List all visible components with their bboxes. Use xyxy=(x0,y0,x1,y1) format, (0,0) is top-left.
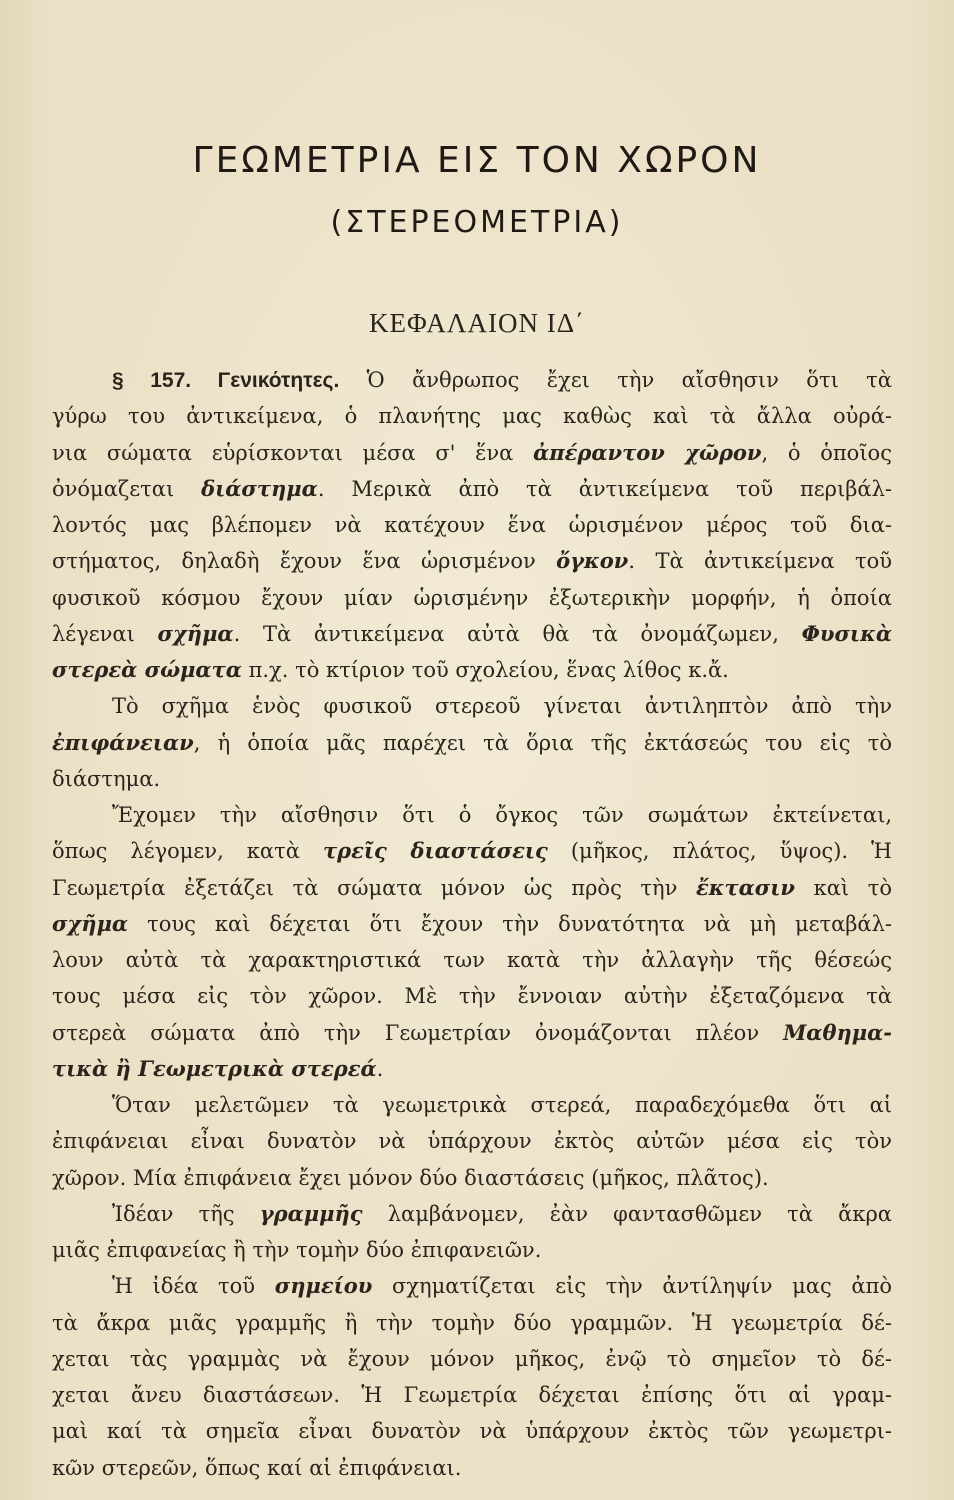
text-line xyxy=(52,1450,892,1486)
text-line xyxy=(52,1377,892,1413)
text-line xyxy=(52,580,892,616)
text-line xyxy=(52,1232,892,1268)
text-segment: Ὁ ἄνθρωπος ἔχει τὴν αἴσθησιν ὅτι τὰ xyxy=(339,368,892,392)
page-title: ΓΕΩΜΕΤΡΙΑ ΕΙΣ ΤΟΝ ΧΩΡΟΝ xyxy=(192,140,762,181)
text-segment: π.χ. τὸ κτίριον τοῦ σχολείου, ἕνας λίθος κ.ἄ. xyxy=(241,658,729,682)
text-segment: Ὅταν μελετῶμεν τὰ γεωμετρικὰ στερεά, παραδεχόμεθα ὅτι αἱ xyxy=(112,1093,892,1117)
text-segment: , ὁ ὁποῖος xyxy=(761,440,892,465)
text-line xyxy=(52,1268,892,1304)
text-line xyxy=(52,1123,892,1159)
emphasized-term: ἀπέραντον χῶρον xyxy=(533,439,762,465)
text-line xyxy=(52,761,892,797)
text-segment: μιᾶς ἐπιφανείας ἢ τὴν τομὴν δύο ἐπιφανειῶν. xyxy=(52,1238,542,1262)
text-line xyxy=(52,1015,892,1051)
text-segment: καὶ τὸ xyxy=(795,875,892,900)
text-line xyxy=(52,942,892,978)
text-segment: μαὶ καί τὰ σημεῖα εἶναι δυνατὸν νὰ ὑπάρχουν ἐκτὸς τῶν γεωμετρι- xyxy=(52,1419,892,1444)
text-segment: χεται τὰς γραμμὰς νὰ ἔχουν μόνον μῆκος, ἐνῷ τὸ σημεῖον τὸ δέ- xyxy=(52,1346,892,1371)
text-line xyxy=(52,652,892,688)
text-segment: φυσικοῦ κόσμου ἔχουν μίαν ὡρισμένην ἐξωτερικὴν μορφήν, ἡ ὁποία xyxy=(52,585,892,610)
text-line xyxy=(52,362,892,398)
text-segment: χῶρον. Μία ἐπιφάνεια ἔχει μόνον δύο διαστάσεις (μῆκος, πλᾶτος). xyxy=(52,1165,769,1190)
emphasized-term: ἔκτασιν xyxy=(695,874,795,900)
emphasized-term: στερεὰ σώματα xyxy=(52,657,242,682)
text-line xyxy=(52,1051,892,1087)
text-line xyxy=(52,1341,892,1377)
text-segment: λέγεναι xyxy=(52,621,158,646)
text-segment: . xyxy=(376,1056,384,1081)
text-line xyxy=(52,435,892,471)
text-segment: νια σώματα εὑρίσκονται μέσα σ' ἕνα xyxy=(52,440,534,465)
emphasized-term: τικὰ ἢ Γεωμετρικὰ στερεά xyxy=(52,1055,377,1081)
text-line xyxy=(52,906,892,942)
text-segment: . Τὰ ἀντικείμενα τοῦ xyxy=(628,549,892,574)
text-segment: Γεωμετρία ἐξετάζει τὰ σώματα μόνον ὡς πρὸς τὴν xyxy=(52,875,696,900)
text-segment: ἐπιφάνειαι εἶναι δυνατὸν νὰ ὑπάρχουν ἐκτὸς αὐτῶν μέσα εἰς τὸν xyxy=(52,1129,892,1154)
text-line xyxy=(52,870,892,906)
text-segment: . Τὰ ἀντικείμενα αὐτὰ θὰ τὰ ὀνομάζωμεν, xyxy=(233,621,802,646)
text-segment: , ἡ ὁποία μᾶς παρέχει τὰ ὅρια τῆς ἐκτάσεώς του εἰς τὸ xyxy=(193,730,892,755)
emphasized-term: Μαθημα- xyxy=(783,1019,892,1045)
text-segment: . Μερικὰ ἀπὸ τὰ ἀντικείμενα τοῦ περιβάλ- xyxy=(317,476,892,501)
text-line xyxy=(52,978,892,1014)
text-segment: κῶν στερεῶν, ὅπως καί αἱ ἐπιφάνειαι. xyxy=(52,1455,462,1480)
text-segment: χεται ἄνευ διαστάσεων. Ἡ Γεωμετρία δέχεται ἐπίσης ὅτι αἱ γραμ- xyxy=(52,1383,892,1407)
text-line xyxy=(52,1160,892,1196)
emphasized-term: γραμμῆς xyxy=(259,1200,363,1226)
emphasized-term: ὄγκον xyxy=(556,548,629,574)
text-line xyxy=(52,797,892,833)
emphasized-term: τρεῖς διαστάσεις xyxy=(322,838,548,864)
text-line xyxy=(52,1087,892,1123)
text-segment: λαμβάνομεν, ἐὰν φαντασθῶμεν τὰ ἄκρα xyxy=(362,1201,892,1226)
text-segment: ὅπως λέγομεν, κατὰ xyxy=(52,839,323,864)
text-segment: λουν αὐτὰ τὰ χαρακτηριστικά των κατὰ τὴν ἀλλαγὴν τῆς θέσεώς xyxy=(52,948,892,972)
emphasized-term: σημείου xyxy=(274,1273,373,1299)
text-segment: στερεὰ σώματα ἀπὸ τὴν Γεωμετρίαν ὀνομάζονται πλέον xyxy=(52,1020,784,1045)
section-label: § 157. xyxy=(112,369,218,392)
text-segment: τους καὶ δέχεται ὅτι ἔχουν τὴν δυνατότητα νὰ μὴ μεταβάλ- xyxy=(128,911,892,936)
text-segment: Ἰδέαν τῆς xyxy=(112,1201,260,1226)
emphasized-term: διάστημα xyxy=(201,475,318,501)
chapter-heading: ΚΕΦΑΛΑΙΟΝ ΙΔ΄ xyxy=(368,308,586,338)
emphasized-term: Φυσικὰ xyxy=(801,620,892,646)
page-subtitle: (ΣΤΕΡΕΟΜΕΤΡΙΑ) xyxy=(330,205,624,240)
body-text xyxy=(52,362,892,1486)
text-line xyxy=(52,543,892,579)
text-line xyxy=(52,471,892,507)
emphasized-term: σχῆμα xyxy=(52,910,129,936)
text-line xyxy=(52,1413,892,1449)
text-segment: στήματος, δηλαδὴ ἔχουν ἕνα ὡρισμένον xyxy=(52,549,557,574)
text-segment: Ἔχομεν τὴν αἴσθησιν ὅτι ὁ ὄγκος τῶν σωμάτων ἐκτείνεται, xyxy=(112,803,892,827)
emphasized-term: σχῆμα xyxy=(157,620,234,646)
emphasized-term: ἐπιφάνειαν xyxy=(52,729,194,755)
text-line xyxy=(52,688,892,724)
text-line xyxy=(52,1305,892,1341)
text-segment: ὀνόμαζεται xyxy=(52,476,202,501)
text-line xyxy=(52,725,892,761)
text-segment: Ἡ ἰδέα τοῦ xyxy=(112,1274,275,1299)
text-line xyxy=(52,507,892,543)
text-segment: (μῆκος, πλάτος, ὕψος). Ἡ xyxy=(547,839,893,864)
text-segment: σχηματίζεται εἰς τὴν ἀντίληψίν μας ἀπὸ xyxy=(372,1274,893,1299)
text-segment: διάστημα. xyxy=(52,766,161,791)
text-line xyxy=(52,398,892,434)
text-line xyxy=(52,1196,892,1232)
text-segment: λοντός μας βλέπομεν νὰ κατέχουν ἕνα ὡρισμένον μέρος τοῦ δια- xyxy=(52,513,892,537)
text-segment: γύρω του ἀντικείμενα, ὁ πλανήτης μας καθὼς καὶ τὰ ἄλλα οὐρά- xyxy=(52,404,892,429)
text-line xyxy=(52,616,892,652)
section-label: Γενικότητες. xyxy=(217,369,340,392)
text-segment: τὰ ἄκρα μιᾶς γραμμῆς ἢ τὴν τομὴν δύο γραμμῶν. Ἡ γεωμετρία δέ- xyxy=(52,1310,892,1335)
text-segment: Τὸ σχῆμα ἑνὸς φυσικοῦ στερεοῦ γίνεται ἀντιληπτὸν ἀπὸ τὴν xyxy=(112,694,892,719)
text-line xyxy=(52,833,892,869)
text-segment: τους μέσα εἰς τὸν χῶρον. Μὲ τὴν ἔννοιαν αὐτὴν ἐξεταζόμενα τὰ xyxy=(52,984,892,1009)
